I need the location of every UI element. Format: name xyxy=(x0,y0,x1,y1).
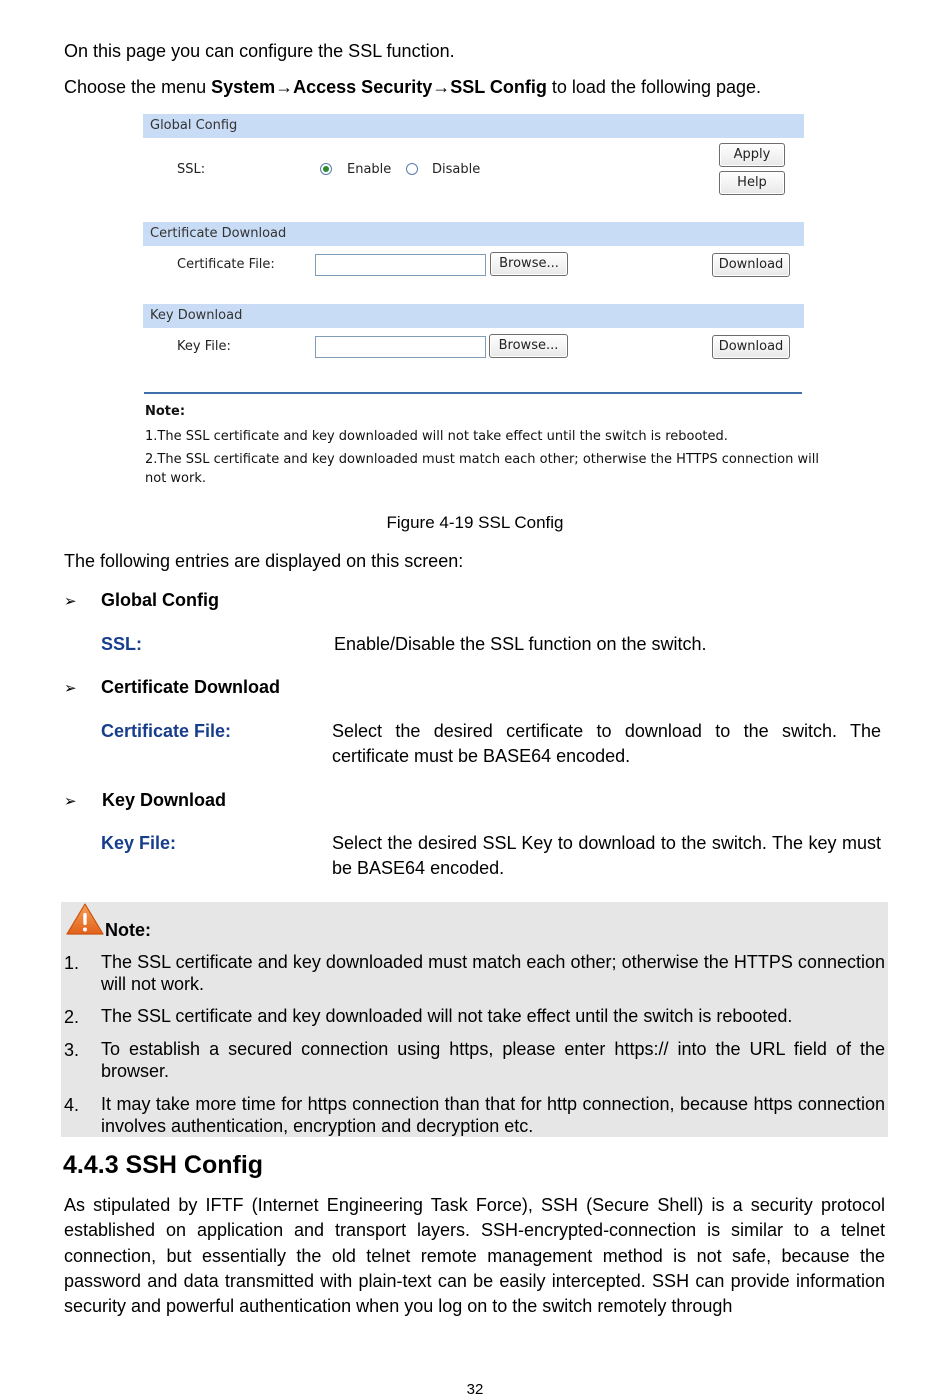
key-download-button[interactable]: Download xyxy=(712,335,790,359)
note-item-3: To establish a secured connection using https, please enter https:// into the URL field of the browser. xyxy=(101,1039,885,1081)
desc-certificate-file: Select the desired certificate to download to the switch. The certificate must be BASE64 encoded. xyxy=(332,721,881,766)
intro-line-2 xyxy=(64,75,761,100)
section-heading-ssh-config: 4.4.3 SSH Config xyxy=(63,1151,264,1179)
menu-path: System→Access Security→SSL Config xyxy=(211,77,547,97)
note-item-number: 3. xyxy=(64,1040,80,1060)
section-title-key-download: Key Download xyxy=(102,790,227,810)
note-box xyxy=(61,902,888,1137)
certificate-file-label: Certificate File: xyxy=(177,257,275,272)
certificate-download-title: Certificate Download xyxy=(150,226,287,241)
certificate-browse-button[interactable]: Browse... xyxy=(490,252,568,276)
ssl-label: SSL: xyxy=(177,162,206,177)
certificate-download-button[interactable]: Download xyxy=(712,253,790,277)
figure-note-title: Note: xyxy=(145,404,186,419)
note-item-4: It may take more time for https connection than that for http connection, because https connection involves authentication, encryption and decryption etc. xyxy=(101,1094,885,1136)
key-download-title: Key Download xyxy=(150,308,243,323)
help-button[interactable]: Help xyxy=(719,171,785,195)
ssl-enable-radio[interactable] xyxy=(320,163,332,175)
key-download-header xyxy=(143,304,804,328)
section-title-global-config: Global Config xyxy=(101,590,219,610)
entries-intro: The following entries are displayed on this screen: xyxy=(64,551,464,571)
key-file-input[interactable] xyxy=(315,336,486,358)
term-certificate-file: Certificate File: xyxy=(101,721,232,741)
warning-icon xyxy=(65,902,105,936)
ssh-paragraph: As stipulated by IFTF (Internet Engineering Task Force), SSH (Secure Shell) is a security protocol established on application and transport layers. SSH-encrypted-connection is similar to a telnet connection, but essentially the old telnet remote management method is not safe, because the password and data transmitted with plain-text can be easily intercepted. SSH can provide information security and powerful authentication when you log on to the switch remotely through xyxy=(64,1195,885,1317)
ssl-disable-radio[interactable] xyxy=(406,163,418,175)
intro-line-1: On this page you can configure the SSL function. xyxy=(64,41,455,61)
figure-note-line-2b: not work. xyxy=(145,471,207,486)
page-number: 32 xyxy=(466,1381,484,1398)
note-item-1: The SSL certificate and key downloaded must match each other; otherwise the HTTPS connection will not work. xyxy=(101,952,885,994)
arrow-bullet-icon: ➢ xyxy=(64,793,77,810)
ssl-disable-label: Disable xyxy=(432,162,481,177)
intro-text-end: to load the following page. xyxy=(546,77,762,97)
note-item-number: 2. xyxy=(64,1007,80,1027)
key-file-label: Key File: xyxy=(177,339,231,354)
note-title: Note: xyxy=(105,920,151,940)
key-browse-button[interactable]: Browse... xyxy=(489,334,568,358)
global-config-header xyxy=(143,114,804,138)
arrow-bullet-icon: ➢ xyxy=(64,593,77,610)
global-config-title: Global Config xyxy=(150,118,238,133)
term-ssl: SSL: xyxy=(101,634,143,654)
desc-key-file: Select the desired SSL Key to download to the switch. The key must be BASE64 encoded. xyxy=(332,833,881,878)
arrow-bullet-icon: ➢ xyxy=(64,680,77,697)
apply-button[interactable]: Apply xyxy=(719,143,785,167)
note-item-2: The SSL certificate and key downloaded will not take effect until the switch is rebooted. xyxy=(101,1006,793,1026)
section-title-certificate-download: Certificate Download xyxy=(101,677,281,697)
certificate-download-header xyxy=(143,222,804,246)
figure-note-line-2a: 2.The SSL certificate and key downloaded must match each other; otherwise the HTTPS connection will xyxy=(145,452,819,467)
ssl-enable-label: Enable xyxy=(347,162,392,177)
note-item-number: 1. xyxy=(64,953,80,973)
figure-caption: Figure 4-19 SSL Config xyxy=(386,513,564,532)
desc-ssl: Enable/Disable the SSL function on the switch. xyxy=(334,634,707,654)
figure-note-line-1: 1.The SSL certificate and key downloaded will not take effect until the switch is rebooted. xyxy=(145,429,728,444)
intro-text: Choose the menu xyxy=(64,77,212,97)
term-key-file: Key File: xyxy=(101,833,177,853)
figure-divider xyxy=(144,392,802,394)
certificate-file-input[interactable] xyxy=(315,254,486,276)
note-item-number: 4. xyxy=(64,1095,80,1115)
